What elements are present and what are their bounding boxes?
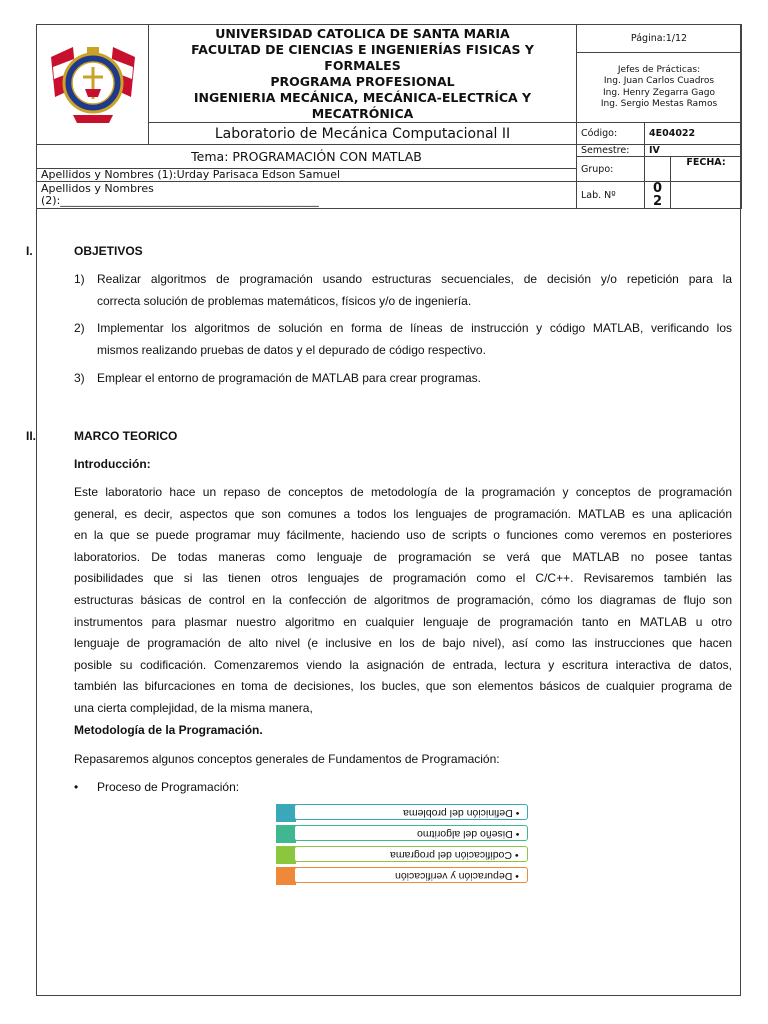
faculty-line1: FACULTAD DE CIENCIAS E INGENIERÍAS FISICAS Y: [191, 41, 534, 57]
jefe-3: Ing. Sergio Mestas Ramos: [600, 99, 718, 109]
program-label: PROGRAMA PROFESIONAL: [270, 73, 455, 89]
intro-line: laboratorios. De todas maneras como lenguaje de programación se verá que MATLAB no posee tantas: [74, 549, 732, 564]
section-2-number: II.: [26, 429, 37, 443]
codigo-value: 4E04022: [645, 123, 742, 145]
chevron-icon: [276, 825, 296, 843]
apellidos-1: Apellidos y Nombres (1):Urday Parisaca Edson Samuel: [37, 169, 577, 182]
objective-2-number: 2): [74, 321, 85, 335]
objective-1-line1: Realizar algoritmos de programación usando estructuras secuenciales, de decisión y/o repetición para la: [97, 272, 732, 286]
semestre-value: IV: [645, 145, 742, 157]
program-line1: INGENIERIA MECÁNICA, MECÁNICA-ELECTRÍCA Y: [193, 89, 532, 105]
chevron-icon: [276, 804, 296, 822]
method-heading: Metodología de la Programación.: [74, 723, 263, 737]
apellidos-2: [37, 182, 577, 209]
programming-process-diagram: [276, 804, 531, 890]
diagram-step-3-label: [294, 846, 528, 862]
intro-paragraph: [74, 482, 732, 720]
diagram-step-4-label: [294, 867, 528, 883]
diagram-step-1-label: [294, 804, 528, 820]
intro-heading: Introducción:: [74, 457, 151, 471]
objective-2-line2: mismos realizando pruebas de datos y el depurado de código respectivo.: [97, 342, 486, 357]
diagram-step-3-text: • Codificación del programa: [390, 849, 519, 861]
objective-1-number: 1): [74, 272, 85, 286]
grupo-label: Grupo:: [577, 157, 645, 182]
bullet-text: Proceso de Programación:: [97, 780, 240, 794]
diagram-step-2-text: • Diseño del algoritmo: [416, 828, 519, 840]
section-1-title: OBJETIVOS: [74, 244, 143, 258]
semestre-label: Semestre:: [577, 145, 645, 157]
intro-line: Este laboratorio hace un repaso de conceptos de metodología de la programación y conceptos de programación: [74, 485, 732, 499]
intro-line: instrumentos para plasmar nuestro algoritmo en cualquier lenguaje de programación tanto en MATLAB u otro: [74, 614, 732, 629]
diagram-step-2: [276, 825, 531, 843]
intro-line: lenguaje de programación de alto nivel (e inclusive en los de bajo nivel), así como las instrucciones que hacen: [74, 636, 732, 651]
objective-3-number: 3): [74, 371, 85, 385]
objective-2-line1: Implementar los algoritmos de solución en forma de líneas de instrucción y código MATLAB, verificando los: [97, 321, 732, 335]
intro-line: posibilidades que si las tienen otros lenguajes de programación como el C/C++. Revisaremos también las: [74, 571, 732, 586]
program-line2: MECATRÓNICA: [311, 105, 414, 121]
jefes-practicas: [577, 53, 742, 123]
tema: Tema: PROGRAMACIÓN CON MATLAB: [37, 145, 577, 169]
intro-line: estructuras básicas de control en la confección de algoritmos de programación, cómo los diagramas de flujo son: [74, 592, 732, 607]
university-name: UNIVERSIDAD CATOLICA DE SANTA MARIA: [215, 25, 510, 41]
jefe-1: Ing. Juan Carlos Cuadros: [603, 76, 715, 86]
fecha-value: [671, 182, 742, 209]
intro-line: en la que se puede programar muy fácilmente, haciendo uso de scripts o funciones como veremos en posteriores: [74, 528, 732, 543]
header-table: [36, 24, 742, 209]
jefe-2: Ing. Henry Zegarra Gago: [603, 87, 715, 98]
section-1-number: I.: [26, 244, 33, 258]
chevron-icon: [276, 867, 296, 885]
apellidos-2-line2: (2):_______________________________________________: [41, 194, 319, 207]
intro-line: general, es decir, aspectos que son comunes a todos los lenguajes de programación. MATLAB es una aplicación: [74, 506, 732, 521]
objective-3-line1: Emplear el entorno de programación de MATLAB para crear programas.: [97, 371, 481, 385]
logo-cell: [37, 25, 149, 145]
university-seal-icon: [43, 37, 143, 129]
objective-3-text: [97, 368, 732, 390]
bullet-symbol: •: [74, 780, 79, 794]
university-info: [149, 25, 577, 123]
diagram-step-3: [276, 846, 531, 864]
diagram-step-2-label: [294, 825, 528, 841]
method-text: Repasaremos algunos conceptos generales de Fundamentos de Programación:: [74, 752, 500, 766]
diagram-step-1: [276, 804, 531, 822]
lab-number-digit-1: 0: [652, 181, 663, 196]
lab-number-digit-2: 2: [652, 194, 663, 209]
faculty-line2: FORMALES: [324, 57, 401, 73]
intro-line: posible su codificación. Comenzaremos viendo la asignación de entrada, lectura y escritura interactiva de datos,: [74, 657, 732, 672]
lab-title: Laboratorio de Mecánica Computacional II: [149, 123, 577, 145]
codigo-label: Código:: [577, 123, 645, 145]
chevron-icon: [276, 846, 296, 864]
jefes-title: Jefes de Prácticas:: [617, 64, 701, 75]
grupo-value: [645, 157, 671, 182]
page-number: Página:1/12: [577, 25, 742, 53]
fecha-label: FECHA:: [671, 157, 742, 182]
section-2-title: MARCO TEORICO: [74, 429, 178, 443]
diagram-step-1-text: • Definición del problema: [402, 807, 519, 819]
objective-1-text: [97, 269, 732, 312]
lab-number: [645, 182, 671, 209]
lab-label: Lab. Nº: [577, 182, 645, 209]
objective-1-line2: correcta solución de problemas matemáticos, físicos y/o de ingeniería.: [97, 293, 472, 308]
apellidos-2-line1: Apellidos y Nombres: [41, 182, 154, 195]
diagram-step-4-text: • Depuración y verificación: [395, 870, 519, 882]
intro-line: también las bifurcaciones en toma de decisiones, los bucles, que son elementos básicos de cualquier programa de: [74, 679, 732, 694]
objective-2-text: [97, 318, 732, 361]
diagram-step-4: [276, 867, 531, 885]
intro-line: una cierta complejidad, de la misma manera,: [74, 700, 313, 715]
